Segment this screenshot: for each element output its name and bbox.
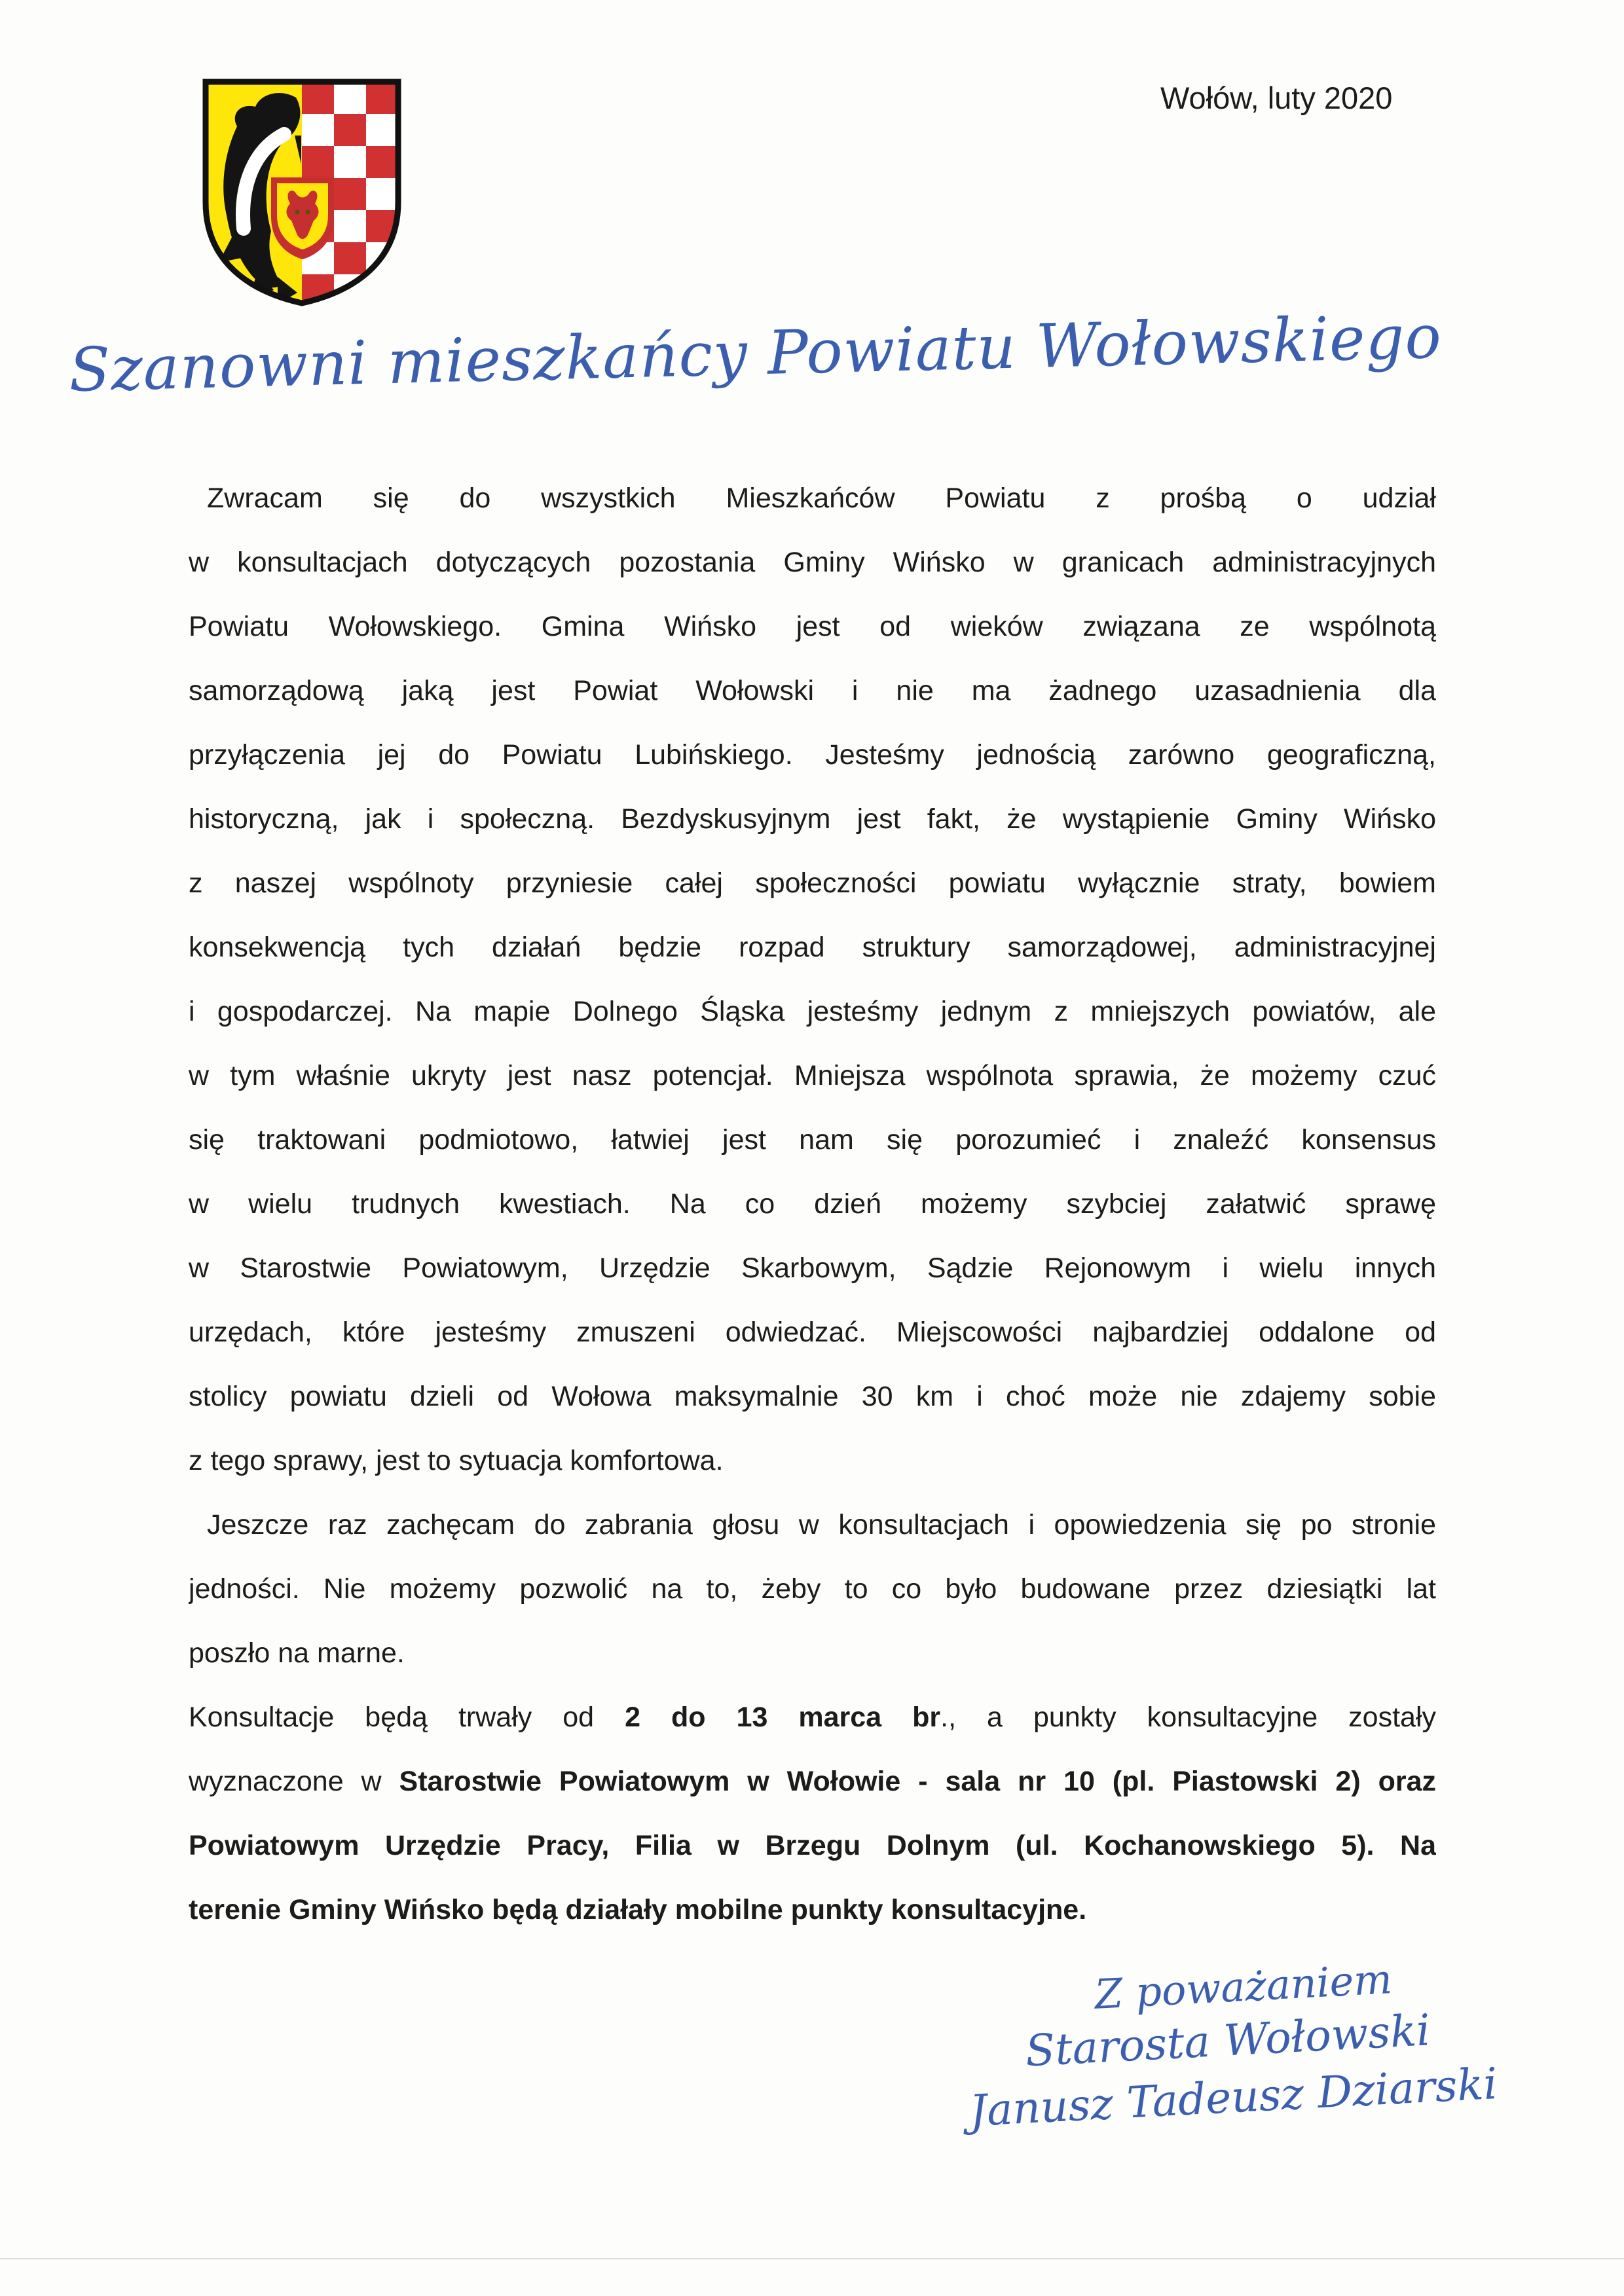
handwritten-signature-block <box>943 1944 1612 2138</box>
body-line <box>189 1878 1436 1942</box>
body-line <box>189 851 1436 915</box>
body-line <box>189 1364 1436 1429</box>
body-text-run: ., a punkty konsultacyjne zostały <box>940 1702 1436 1733</box>
body-text-bold-run: 2 do 13 marca br <box>625 1702 941 1733</box>
letter-body <box>189 466 1436 1942</box>
body-text-bold-run: terenie Gminy Wińsko będą działały mobilne punkty konsultacyjne. <box>189 1894 1087 1925</box>
body-text-run: stolicy powiatu dzieli od Wołowa maksymalnie 30 km i choć może nie zdajemy sobie <box>189 1381 1436 1412</box>
body-line <box>189 1108 1436 1172</box>
body-line <box>189 530 1436 594</box>
body-text-run: poszło na marne. <box>189 1637 405 1669</box>
handwritten-greeting: Szanowni mieszkańcy Powiatu Wołowskiego <box>68 301 1443 405</box>
body-text-run: jedności. Nie możemy pozwolić na to, żeby to co było budowane przez dziesiątki lat <box>189 1573 1436 1605</box>
dateline: Wołów, luty 2020 <box>1160 81 1393 115</box>
body-text-run: z naszej wspólnoty przyniesie całej społeczności powiatu wyłącznie straty, bowiem <box>189 867 1436 899</box>
body-text-run: Zwracam się do wszystkich Mieszkańców Powiatu z prośbą o udział <box>207 483 1436 514</box>
body-text-bold-run: Starostwie Powiatowym w Wołowie - sala nr 10 (pl. Piastowski 2) oraz <box>399 1766 1436 1797</box>
signature-closing: Z poważaniem <box>1093 1955 1393 2018</box>
body-text-bold-run: Powiatowym Urzędzie Pracy, Filia w Brzegu Dolnym (ul. Kochanowskiego 5). Na <box>189 1830 1436 1861</box>
body-line <box>189 659 1436 723</box>
body-line <box>189 723 1436 787</box>
body-line <box>189 1685 1436 1749</box>
body-line <box>189 787 1436 851</box>
body-text-run: się traktowani podmiotowo, łatwiej jest nam się porozumieć i znaleźć konsensus <box>189 1124 1436 1156</box>
body-text-run: Jeszcze raz zachęcam do zabrania głosu w konsultacjach i opowiedzenia się po stronie <box>207 1509 1436 1540</box>
body-text-run: w wielu trudnych kwestiach. Na co dzień możemy szybciej załatwić sprawę <box>189 1188 1436 1220</box>
body-text-run: w tym właśnie ukryty jest nasz potencjał. Mniejsza wspólnota sprawia, że możemy czuć <box>189 1060 1436 1091</box>
body-line <box>189 466 1436 530</box>
body-text-run: urzędach, które jesteśmy zmuszeni odwiedzać. Miejscowości najbardziej oddalone od <box>189 1317 1436 1348</box>
body-text-run: Konsultacje będą trwały od <box>189 1702 625 1733</box>
scan-fold-line <box>0 2258 1624 2259</box>
signature-name: Janusz Tadeusz Dziarski <box>968 2058 1499 2137</box>
body-line <box>189 1493 1436 1557</box>
body-text-run: samorządową jaką jest Powiat Wołowski i nie ma żadnego uzasadnienia dla <box>189 675 1436 706</box>
body-line <box>189 1621 1436 1685</box>
body-line <box>189 594 1436 659</box>
body-text-run: z tego sprawy, jest to sytuacja komfortowa. <box>189 1445 724 1476</box>
body-line <box>189 1172 1436 1236</box>
body-text-run: wyznaczone w <box>189 1766 399 1797</box>
body-text-run: przyłączenia jej do Powiatu Lubińskiego. Jesteśmy jednością zarówno geograficzną, <box>189 739 1436 771</box>
body-line <box>189 1749 1436 1813</box>
body-line <box>189 1300 1436 1364</box>
body-line <box>189 1557 1436 1621</box>
body-line <box>189 979 1436 1044</box>
body-text-run: historyczną, jak i społeczną. Bezdyskusyjnym jest fakt, że wystąpienie Gminy Wińsko <box>189 803 1436 835</box>
body-line <box>189 1813 1436 1878</box>
body-line <box>189 1044 1436 1108</box>
signature-title: Starosta Wołowski <box>1024 2005 1431 2077</box>
body-text-run: Powiatu Wołowskiego. Gmina Wińsko jest od wieków związana ze wspólnotą <box>189 611 1436 642</box>
body-text-run: w konsultacjach dotyczących pozostania Gminy Wińsko w granicach administracyjnych <box>189 547 1436 578</box>
body-text-run: konsekwencją tych działań będzie rozpad struktury samorządowej, administracyjnej <box>189 932 1436 963</box>
body-text-run: i gospodarczej. Na mapie Dolnego Śląska jesteśmy jednym z mniejszych powiatów, ale <box>189 996 1436 1027</box>
body-line <box>189 1236 1436 1300</box>
wolow-county-coat-of-arms-icon <box>196 72 407 314</box>
body-line <box>189 915 1436 979</box>
body-line <box>189 1429 1436 1493</box>
body-text-run: w Starostwie Powiatowym, Urzędzie Skarbowym, Sądzie Rejonowym i wielu innych <box>189 1252 1436 1284</box>
